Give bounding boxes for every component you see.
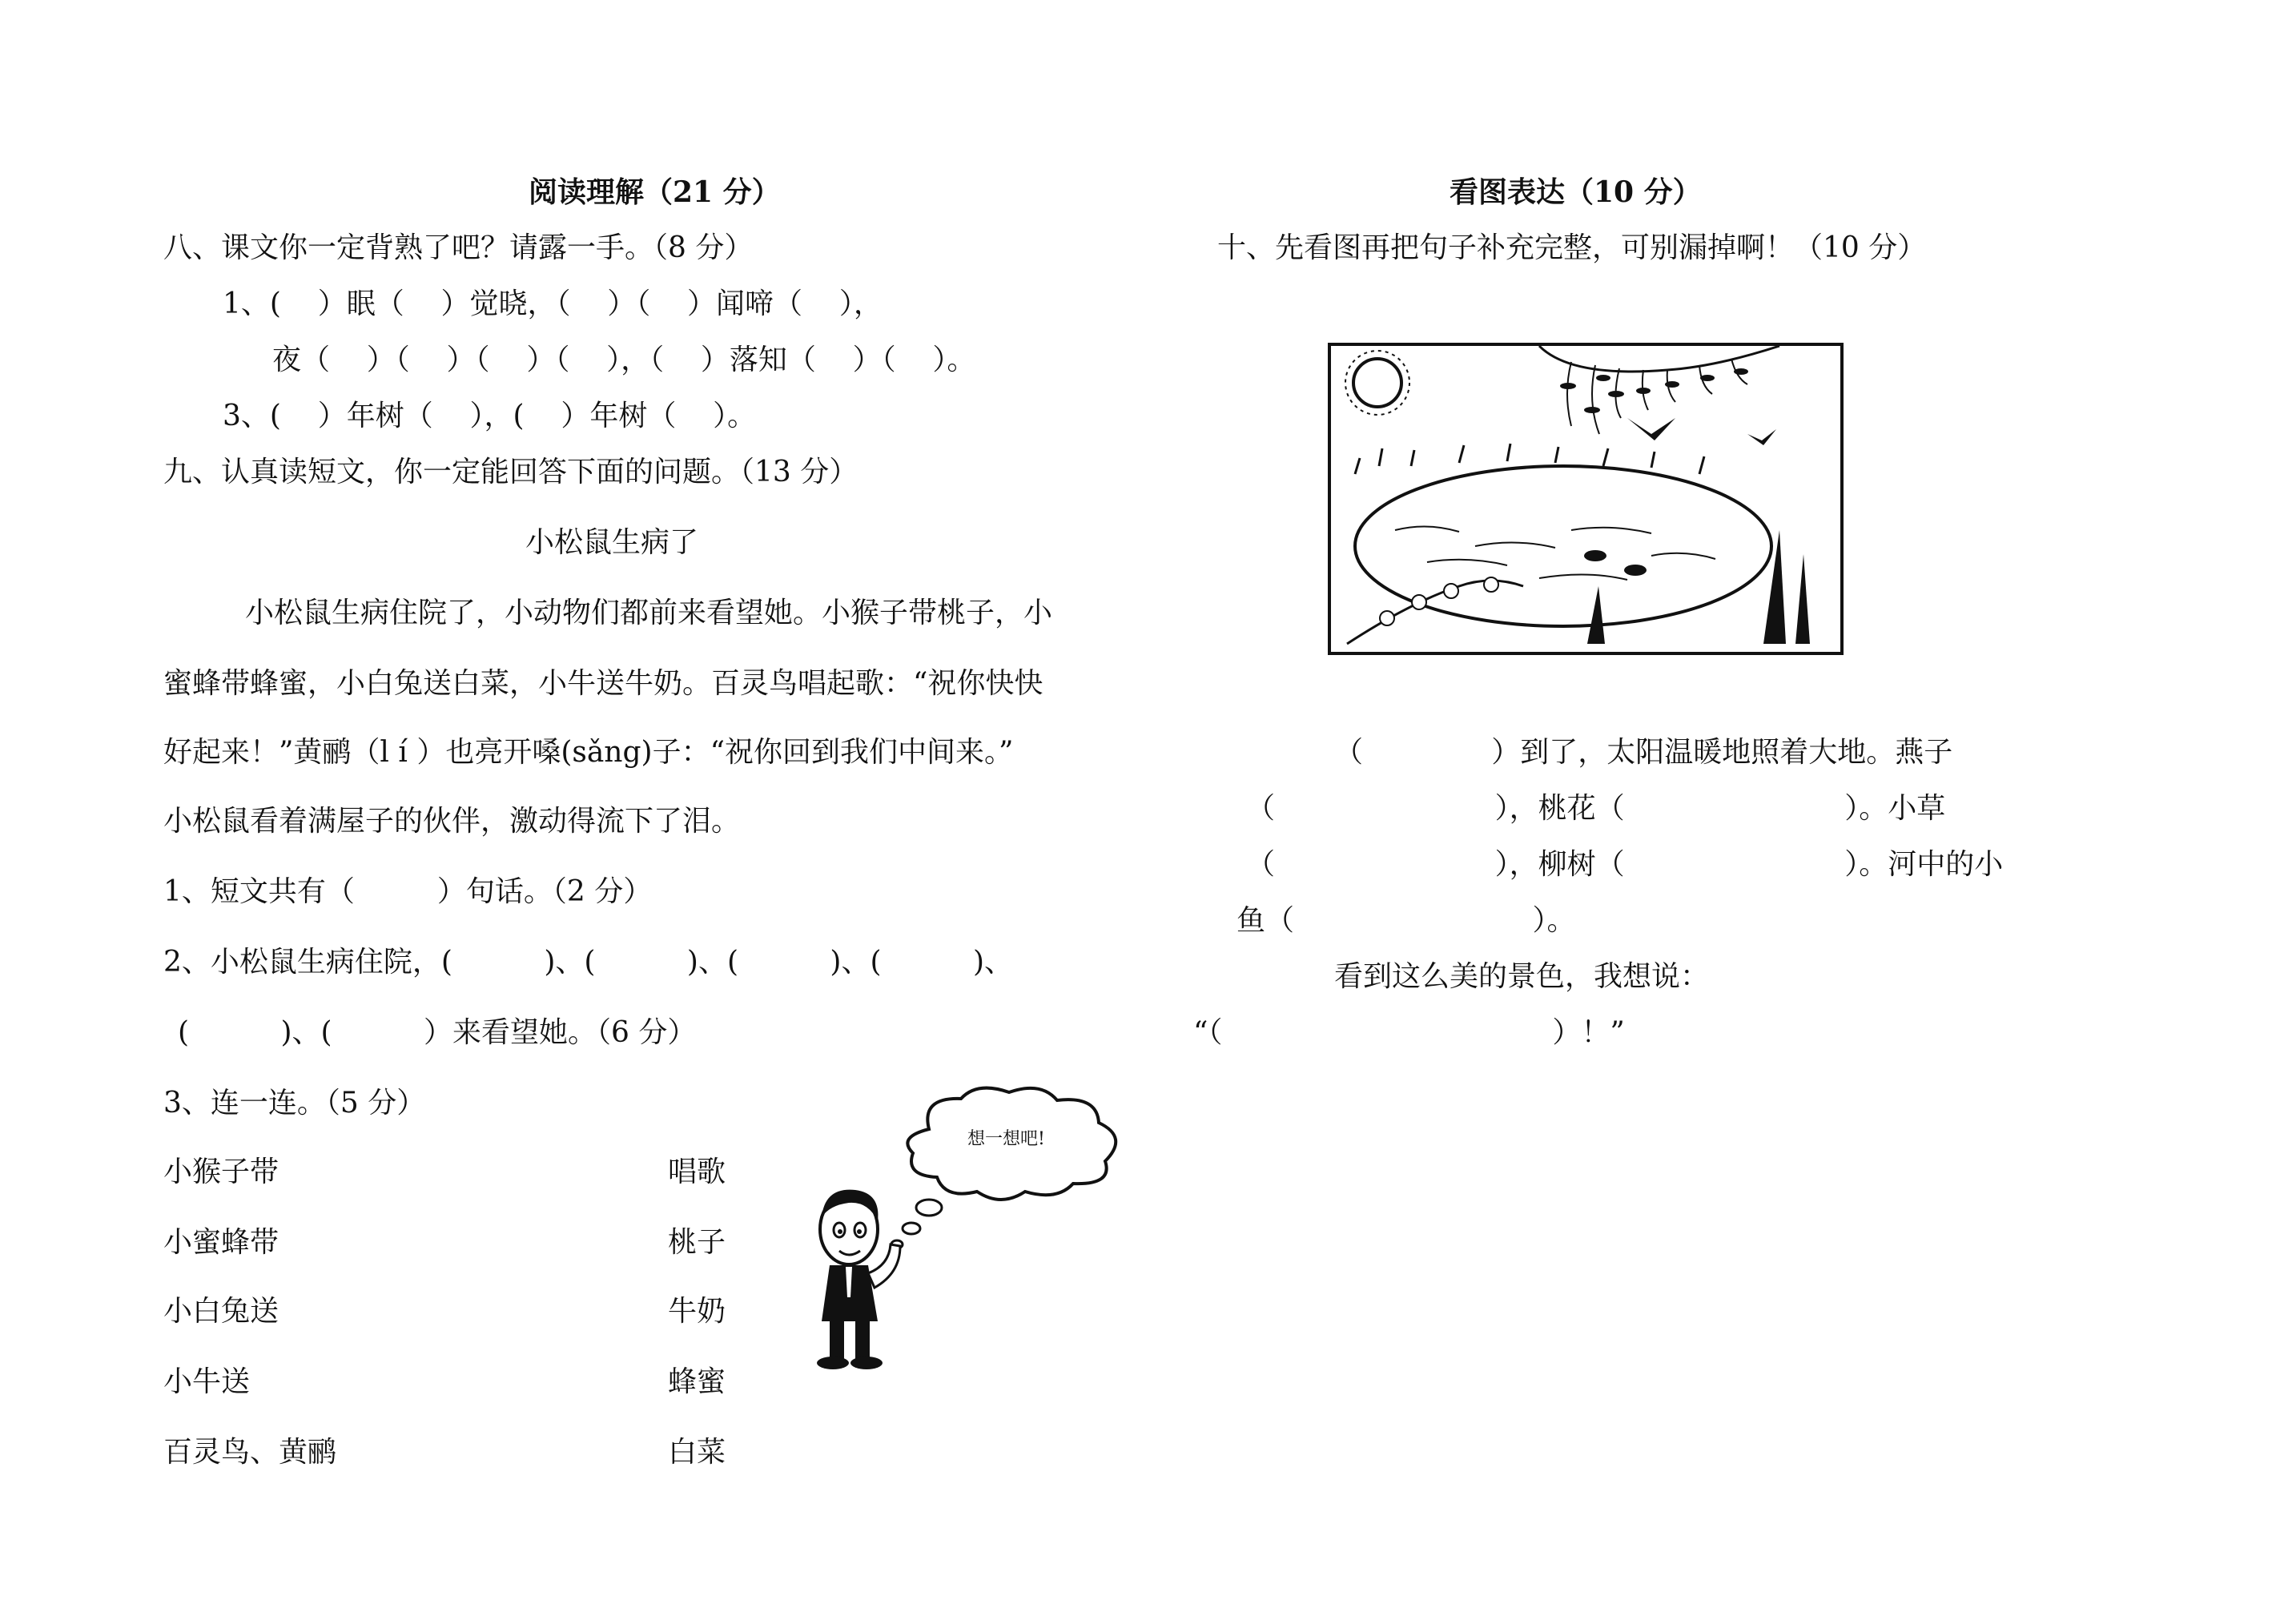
match-left-1: 小猴子带: [163, 1156, 279, 1188]
question-8-line-1: 1、( ）眠（ ）觉晓，（ ）（ ）闻啼（ ），: [223, 287, 883, 320]
match-left-5: 百灵鸟、黄鹂: [163, 1436, 337, 1469]
match-left-4: 小牛送: [163, 1365, 251, 1398]
passage-title: 小松鼠生病了: [525, 526, 699, 559]
question-10-title: 十、先看图再把句子补充完整，可别漏掉啊！（10 分）: [1217, 231, 1927, 264]
question-8-line-3: 3、( ）年树（ ），( ）年树（ ）。: [223, 400, 757, 432]
section-title-picture: 看图表达（10 分）: [1450, 175, 1702, 209]
passage-line-1: 小松鼠生病住院了，小动物们都前来看望她。小猴子带桃子，小: [245, 597, 1053, 629]
question-9-title: 九、认真读短文，你一定能回答下面的问题。（13 分）: [163, 456, 858, 488]
match-left-2: 小蜜蜂带: [163, 1226, 279, 1259]
match-right-5: 白菜: [668, 1436, 726, 1469]
match-right-3: 牛奶: [668, 1295, 726, 1328]
sub-question-3: 3、连一连。（5 分）: [163, 1087, 426, 1120]
section-title-reading: 阅读理解（21 分）: [529, 175, 781, 209]
match-right-1: 唱歌: [668, 1156, 726, 1188]
spring-scene-picture: [1328, 343, 1844, 655]
sub-question-2-line-1: 2、小松鼠生病住院，( )、( )、( )、( )、: [163, 946, 1013, 979]
match-right-2: 桃子: [668, 1226, 726, 1259]
closing-quote: “（ ）！”: [1193, 1016, 1625, 1049]
question-8-line-2: 夜（ ）（ ）（ ）（ ），（ ）落知（ ）（ ）。: [272, 344, 976, 376]
sub-question-1: 1、短文共有（ ）句话。（2 分）: [163, 875, 653, 908]
closing-sentence: 看到这么美的景色，我想说：: [1334, 960, 1710, 993]
question-8-title: 八、课文你一定背熟了吧？请露一手。（8 分）: [163, 231, 754, 264]
answer-line-1: （ ）到了，太阳温暖地照着大地。燕子: [1334, 736, 1953, 769]
match-left-3: 小白兔送: [163, 1295, 279, 1328]
thinking-boy-illustration: [801, 1081, 1153, 1377]
passage-line-4: 小松鼠看着满屋子的伙伴，激动得流下了泪。: [163, 805, 741, 838]
answer-line-2: （ ），桃花（ ）。小草: [1246, 792, 1946, 825]
sub-question-2-line-2: ( )、( ）来看望她。（6 分）: [178, 1016, 697, 1049]
answer-line-4: 鱼（ ）。: [1236, 904, 1576, 937]
match-right-4: 蜂蜜: [668, 1365, 726, 1398]
thought-bubble-text: 想一想吧!: [967, 1129, 1045, 1149]
passage-line-3: 好起来！”黄鹂（l í ）也亮开嗓(sǎng)子：“祝你回到我们中间来。”: [163, 736, 1014, 769]
passage-line-2: 蜜蜂带蜂蜜，小白兔送白菜，小牛送牛奶。百灵鸟唱起歌：“祝你快快: [163, 667, 1043, 700]
answer-line-3: （ ），柳树（ ）。河中的小: [1246, 848, 2004, 881]
